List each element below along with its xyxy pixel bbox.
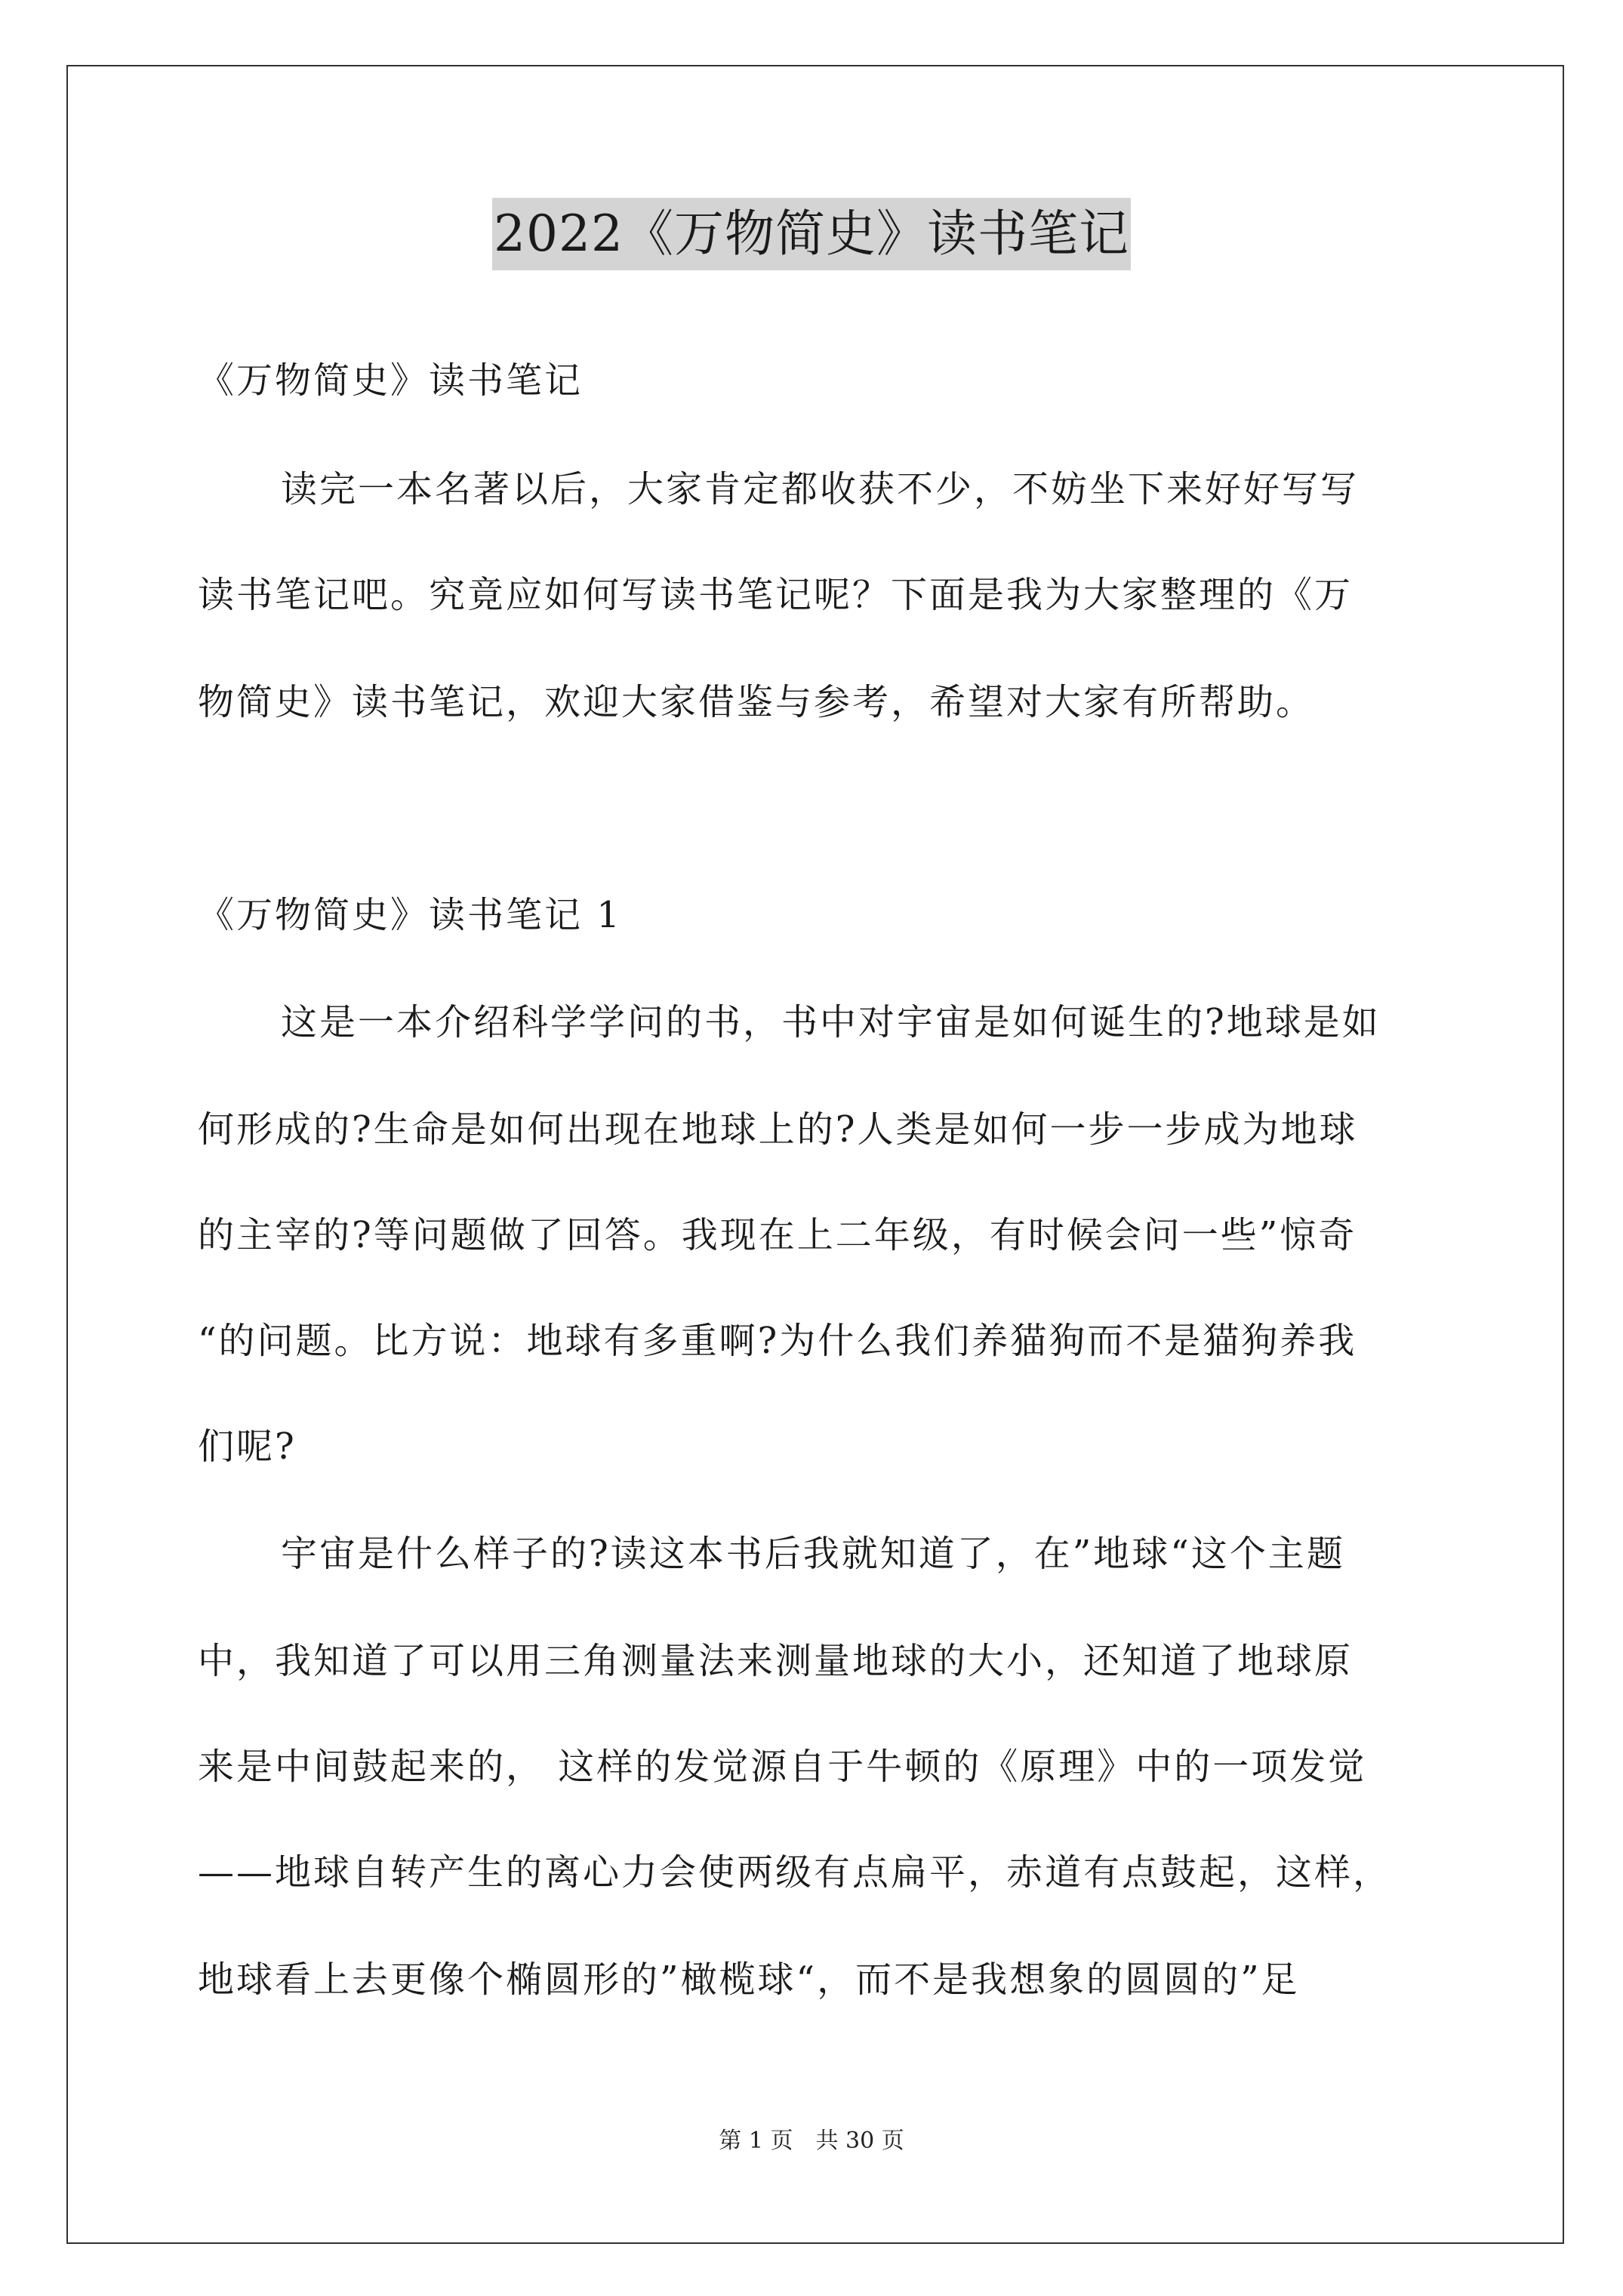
paragraph1-line-3: 的主宰的?等问题做了回答。我现在上二年级，有时候会问一些”惊奇 xyxy=(198,1214,1357,1256)
document-title: 2022《万物简史》读书笔记 xyxy=(492,198,1131,270)
paragraph1-line-4: “的问题。比方说：地球有多重啊?为什么我们养猫狗而不是猫狗养我 xyxy=(198,1320,1357,1362)
section-heading: 《万物简史》读书笔记 1 xyxy=(198,894,622,936)
paragraph2-line-1: 宇宙是什么样子的?读这本书后我就知道了，在”地球“这个主题 xyxy=(281,1533,1345,1575)
paragraph1-line-1: 这是一本介绍科学学问的书，书中对宇宙是如何诞生的?地球是如 xyxy=(281,1001,1381,1043)
paragraph2-line-3: 来是中间鼓起来的， 这样的发觉源自于牛顿的《原理》中的一项发觉 xyxy=(198,1746,1367,1788)
page-footer: 第 1 页 共 30 页 xyxy=(719,2128,904,2154)
paragraph1-line-5: 们呢? xyxy=(198,1425,297,1468)
paragraph2-line-5: 地球看上去更像个椭圆形的”橄榄球“，而不是我想象的圆圆的”足 xyxy=(198,1959,1300,2001)
intro-line-1: 读完一本名著以后，大家肯定都收获不少，不妨坐下来好好写写 xyxy=(281,468,1360,510)
paragraph2-line-2: 中，我知道了可以用三角测量法来测量地球的大小，还知道了地球原 xyxy=(198,1640,1354,1682)
paragraph1-line-2: 何形成的?生命是如何出现在地球上的?人类是如何一步一步成为地球 xyxy=(198,1108,1358,1151)
paragraph2-line-4: ——地球自转产生的离心力会使两级有点扁平，赤道有点鼓起，这样， xyxy=(198,1851,1392,1894)
intro-line-3: 物简史》读书笔记，欢迎大家借鉴与参考，希望对大家有所帮助。 xyxy=(198,681,1315,723)
document-subtitle: 《万物简史》读书笔记 xyxy=(198,359,584,402)
title-container xyxy=(0,198,1623,270)
intro-line-2: 读书笔记吧。究竟应如何写读书笔记呢？下面是我为大家整理的《万 xyxy=(198,574,1354,616)
